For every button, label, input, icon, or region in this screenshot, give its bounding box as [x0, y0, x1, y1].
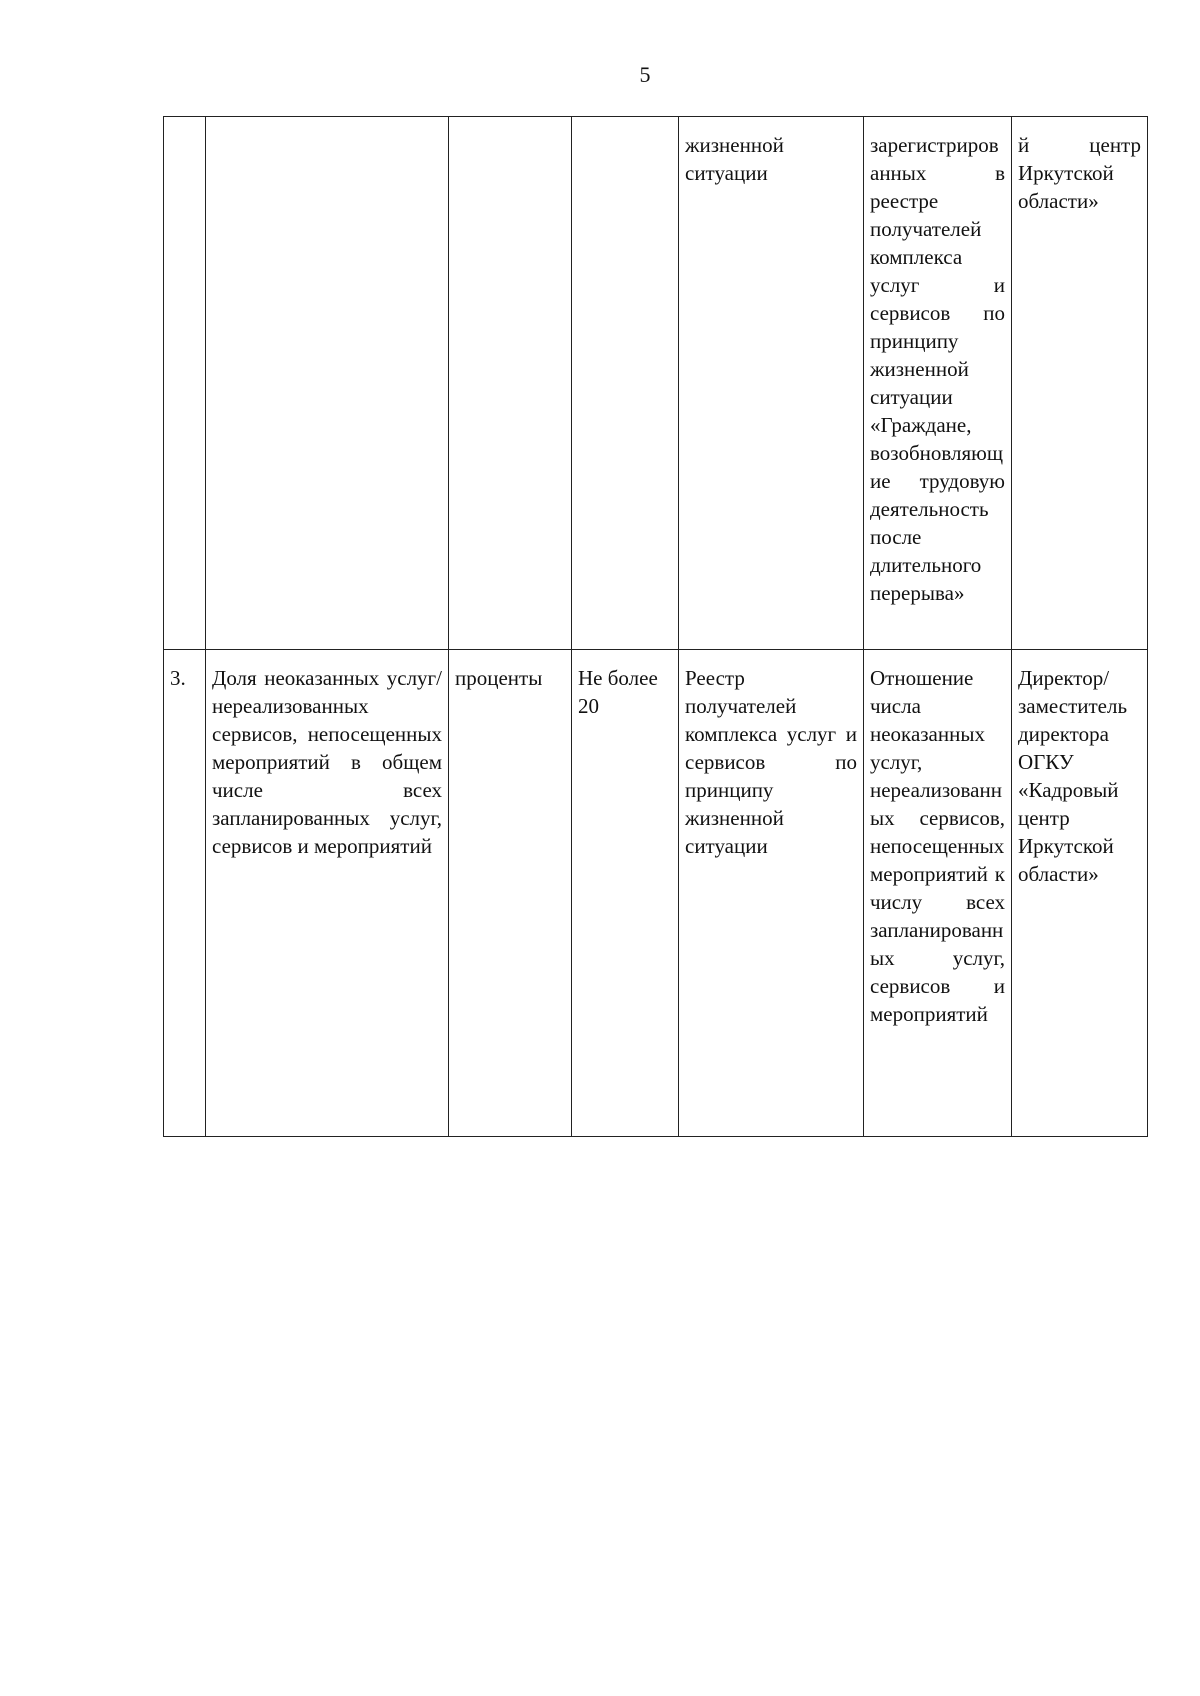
unit-cell [449, 117, 572, 650]
method-cell: зарегистрированных в реестре получателей комплекса услуг и сервисов по принципу жизненной ситуации «Граждане, возобновляющие трудовую деятельность после длительного перерыва» [864, 117, 1012, 650]
table-row [164, 117, 1148, 650]
row-number-cell [164, 117, 206, 650]
source-cell: Реестр получателей комплекса услуг и сервисов по принципу жизненной ситуации [679, 650, 864, 1137]
responsible-cell: Директор/ заместитель директора ОГКУ «Кадровый центр Иркутской области» [1012, 650, 1148, 1137]
indicator-cell: Доля неоказанных услуг/ нереализованных сервисов, непосещенных мероприятий в общем числе всех запланированных услуг, сервисов и мероприятий [206, 650, 449, 1137]
row-number-cell: 3. [164, 650, 206, 1137]
responsible-cell: й центр Иркутской области» [1012, 117, 1148, 650]
method-cell: Отношение числа неоказанных услуг, нереализованных сервисов, непосещенных мероприятий к числу всех запланированных услуг, сервисов и мероприятий [864, 650, 1012, 1137]
table-row [164, 650, 1148, 1137]
target-cell [572, 117, 679, 650]
page-number: 5 [639, 62, 651, 87]
indicators-table [163, 116, 1148, 1137]
target-cell: Не более 20 [572, 650, 679, 1137]
source-cell: жизненной ситуации [679, 117, 864, 650]
unit-cell: проценты [449, 650, 572, 1137]
indicator-cell [206, 117, 449, 650]
